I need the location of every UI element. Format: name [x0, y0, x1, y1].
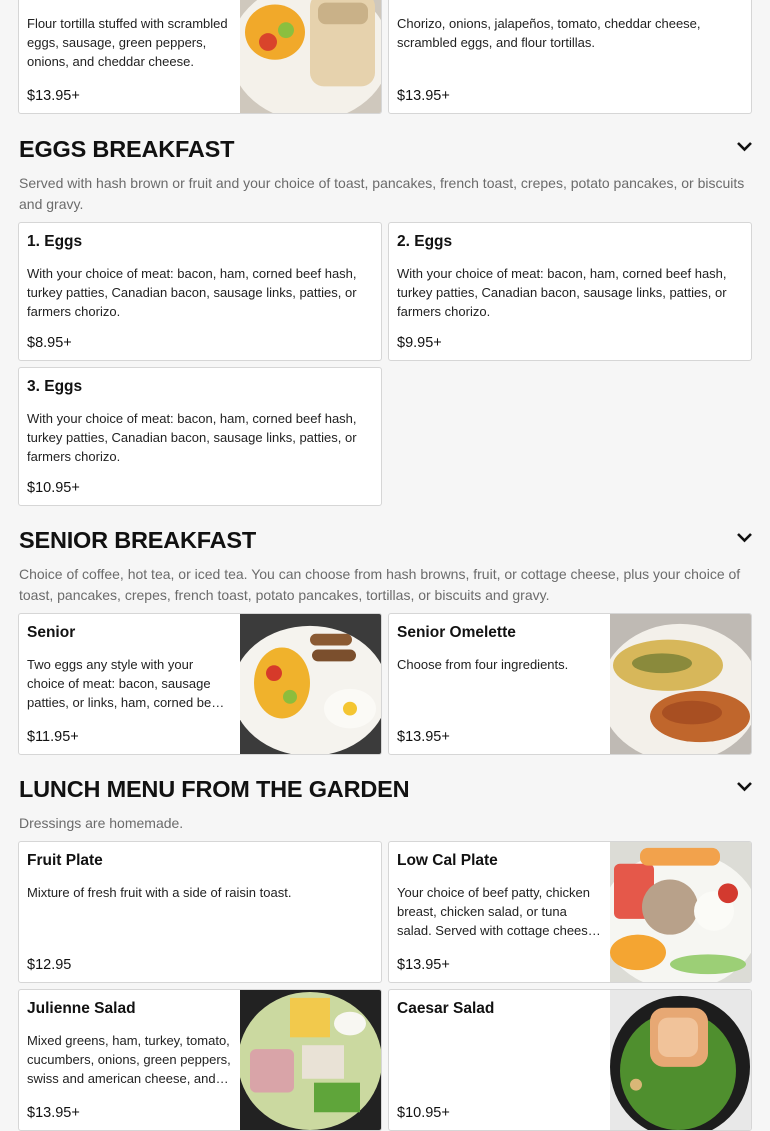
item-name: 2. Eggs [397, 233, 453, 250]
senior-breakfast-photo [240, 614, 381, 754]
item-description: Flour tortilla stuffed with scrambled eggs, sausage, green peppers, onions, and cheddar cheese. [27, 16, 228, 69]
low-cal-plate-photo [610, 842, 751, 982]
item-price: $13.95+ [397, 729, 450, 745]
section-title-lunch-menu: LUNCH MENU FROM THE GARDEN [19, 776, 410, 802]
item-name: Julienne Salad [27, 1000, 136, 1017]
item-price: $13.95+ [27, 88, 80, 104]
menu-item-card[interactable] [18, 841, 382, 983]
item-description: Mixed greens, ham, turkey, tomato, cucumbers, onions, green peppers, swiss and american cheese, and [27, 1033, 231, 1086]
menu-item-card[interactable] [388, 222, 752, 361]
item-description: Chorizo, onions, jalapeños, tomato, cheddar cheese, scrambled eggs, and flour tortillas. [397, 16, 701, 50]
item-description: With your choice of meat: bacon, ham, corned beef hash, turkey patties, Canadian bacon, sausage links, patties, or farmers chorizo. [397, 266, 727, 319]
section-title-eggs-breakfast: EGGS BREAKFAST [19, 136, 235, 162]
item-price: $13.95+ [397, 957, 450, 973]
menu-item-card[interactable] [388, 0, 752, 114]
item-price: $12.95 [27, 957, 72, 973]
item-name: Low Cal Plate [397, 852, 498, 869]
item-price: $11.95+ [27, 729, 79, 745]
item-description: Choose from four ingredients. [397, 657, 569, 672]
menu-item-card[interactable] [18, 367, 382, 506]
chevron-down-icon[interactable] [736, 141, 753, 153]
menu-item-card[interactable] [18, 0, 382, 114]
item-price: $8.95+ [27, 335, 72, 351]
menu-item-card[interactable] [388, 989, 752, 1131]
chevron-down-icon[interactable] [736, 781, 753, 793]
section-description: Dressings are homemade. [19, 815, 184, 831]
item-name: Senior Omelette [397, 624, 516, 641]
item-description: Two eggs any style with your choice of meat: bacon, sausage patties, or links, ham, corned beef [27, 657, 223, 710]
section-description: Served with hash brown or fruit and your choice of toast, pancakes, french toast, crepes, potato pancakes, or biscuits and gravy. [19, 175, 745, 212]
item-price: $9.95+ [397, 335, 442, 351]
menu-item-card[interactable] [18, 222, 382, 361]
section-description: Choice of coffee, hot tea, or iced tea. You can choose from hash browns, fruit, or cottage cheese, plus your choice of toast, pancakes, crepes, french toast, potato pancakes, tortillas, or biscuits and gravy. [19, 566, 741, 603]
chevron-down-icon[interactable] [736, 532, 753, 544]
menu-item-card[interactable] [388, 613, 752, 755]
item-name: 1. Eggs [27, 233, 83, 250]
item-price: $13.95+ [397, 88, 450, 104]
senior-omelette-photo [610, 614, 751, 754]
item-price: $10.95+ [397, 1105, 450, 1121]
caesar-salad-photo [610, 990, 751, 1130]
item-name: 3. Eggs [27, 378, 83, 395]
breakfast-burrito-photo [240, 0, 381, 113]
item-name: Fruit Plate [27, 852, 103, 869]
item-description: With your choice of meat: bacon, ham, corned beef hash, turkey patties, Canadian bacon, sausage links, patties, or farmers chorizo. [27, 266, 357, 319]
item-name: Caesar Salad [397, 1000, 495, 1017]
menu-item-card[interactable] [388, 841, 752, 983]
item-price: $13.95+ [27, 1105, 80, 1121]
item-price: $10.95+ [27, 480, 80, 496]
item-description: Your choice of beef patty, chicken breast, chicken salad, or tuna salad. Served with cottage cheese, [397, 885, 599, 938]
menu-item-card[interactable] [18, 613, 382, 755]
item-description: With your choice of meat: bacon, ham, corned beef hash, turkey patties, Canadian bacon, sausage links, patties, or farmers chorizo. [27, 411, 357, 464]
item-name: Senior [27, 624, 76, 641]
menu-item-card[interactable] [18, 989, 382, 1131]
julienne-salad-photo [240, 990, 381, 1130]
item-description: Mixture of fresh fruit with a side of raisin toast. [27, 885, 292, 900]
section-title-senior-breakfast: SENIOR BREAKFAST [19, 527, 257, 553]
